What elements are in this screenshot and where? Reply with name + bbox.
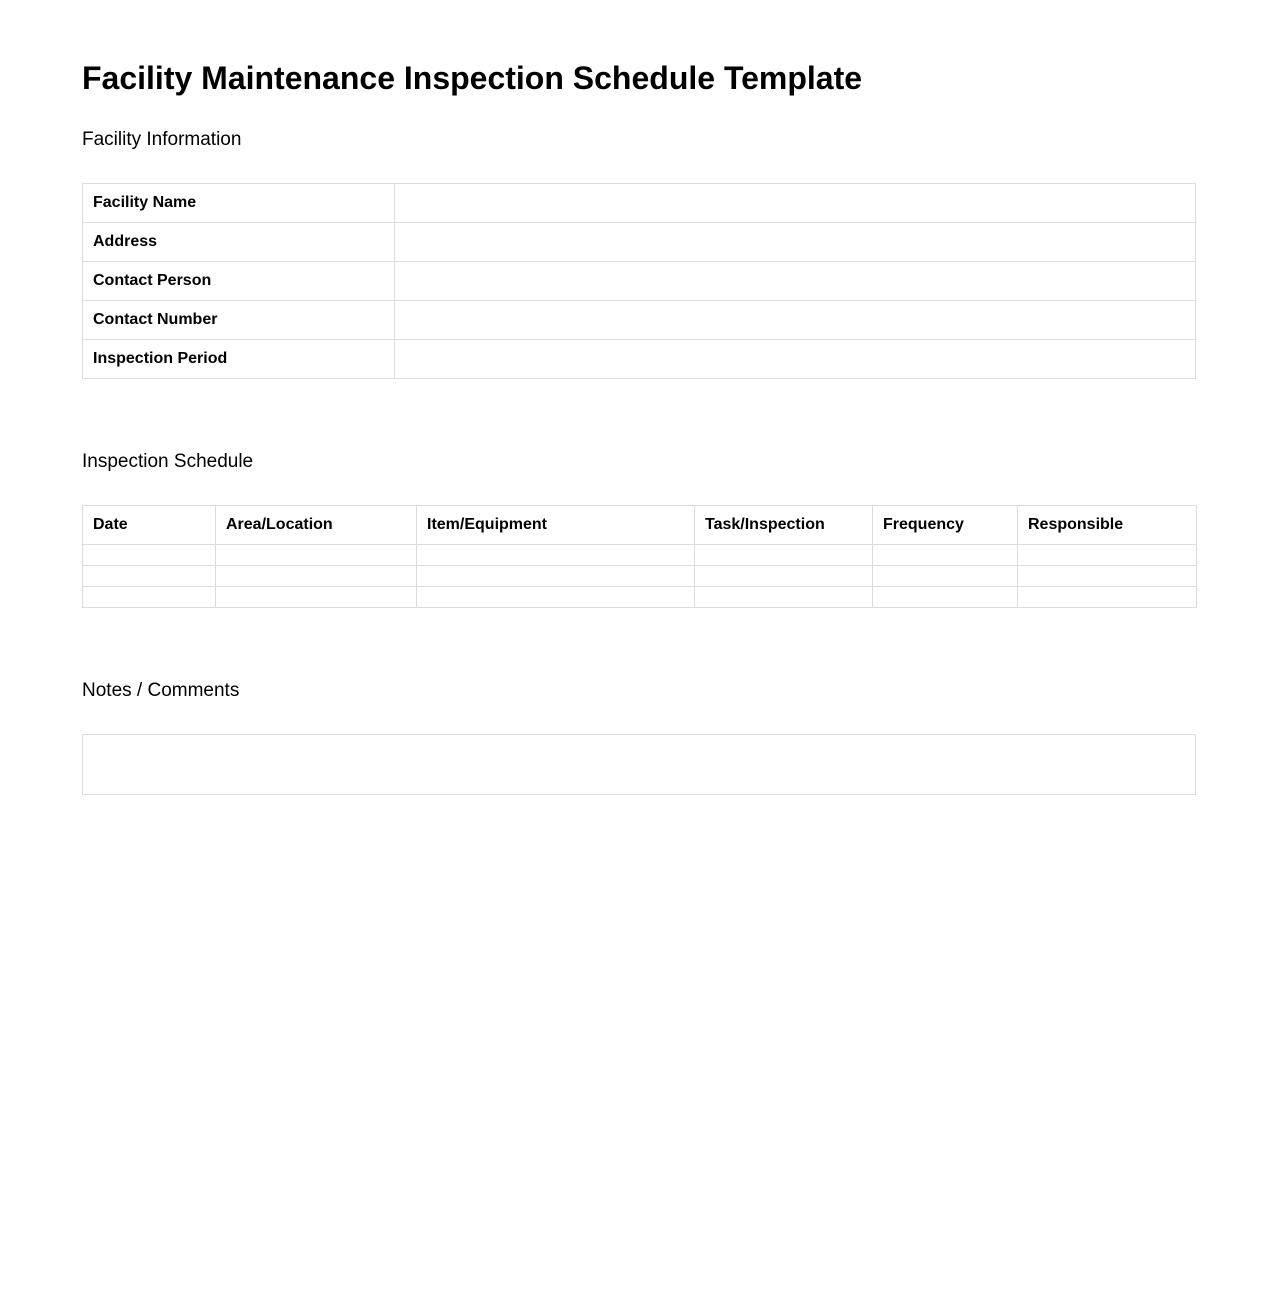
notes-heading: Notes / Comments [82,680,240,701]
item-equipment-cell[interactable] [417,566,695,587]
column-header-task-inspection: Task/Inspection [695,506,873,545]
table-row [83,545,1197,566]
responsible-cell[interactable] [1018,566,1197,587]
table-row [83,223,1196,262]
column-header-responsible: Responsible [1018,506,1197,545]
inspection-schedule-table [82,505,1197,608]
table-row [83,262,1196,301]
contact-number-label: Contact Number [83,301,395,340]
inspection-period-field[interactable] [395,340,1196,379]
area-location-cell[interactable] [216,566,417,587]
task-inspection-cell[interactable] [695,587,873,608]
task-inspection-cell[interactable] [695,545,873,566]
contact-person-field[interactable] [395,262,1196,301]
contact-number-field[interactable] [395,301,1196,340]
facility-info-table [82,183,1196,379]
task-inspection-cell[interactable] [695,566,873,587]
item-equipment-cell[interactable] [417,587,695,608]
table-header-row [83,506,1197,545]
area-location-cell[interactable] [216,587,417,608]
frequency-cell[interactable] [873,566,1018,587]
frequency-cell[interactable] [873,587,1018,608]
responsible-cell[interactable] [1018,587,1197,608]
column-header-area-location: Area/Location [216,506,417,545]
column-header-date: Date [83,506,216,545]
facility-name-label: Facility Name [83,184,395,223]
column-header-frequency: Frequency [873,506,1018,545]
inspection-schedule-heading: Inspection Schedule [82,451,254,472]
table-row [83,566,1197,587]
area-location-cell[interactable] [216,545,417,566]
table-row [83,587,1197,608]
date-cell[interactable] [83,587,216,608]
table-row [83,301,1196,340]
facility-name-field[interactable] [395,184,1196,223]
inspection-period-label: Inspection Period [83,340,395,379]
item-equipment-cell[interactable] [417,545,695,566]
column-header-item-equipment: Item/Equipment [417,506,695,545]
table-row [83,340,1196,379]
address-label: Address [83,223,395,262]
date-cell[interactable] [83,566,216,587]
contact-person-label: Contact Person [83,262,395,301]
facility-info-heading: Facility Information [82,129,242,150]
responsible-cell[interactable] [1018,545,1197,566]
frequency-cell[interactable] [873,545,1018,566]
date-cell[interactable] [83,545,216,566]
table-row [83,184,1196,223]
notes-box[interactable] [82,734,1196,795]
address-field[interactable] [395,223,1196,262]
page-title: Facility Maintenance Inspection Schedule Template [82,60,863,96]
